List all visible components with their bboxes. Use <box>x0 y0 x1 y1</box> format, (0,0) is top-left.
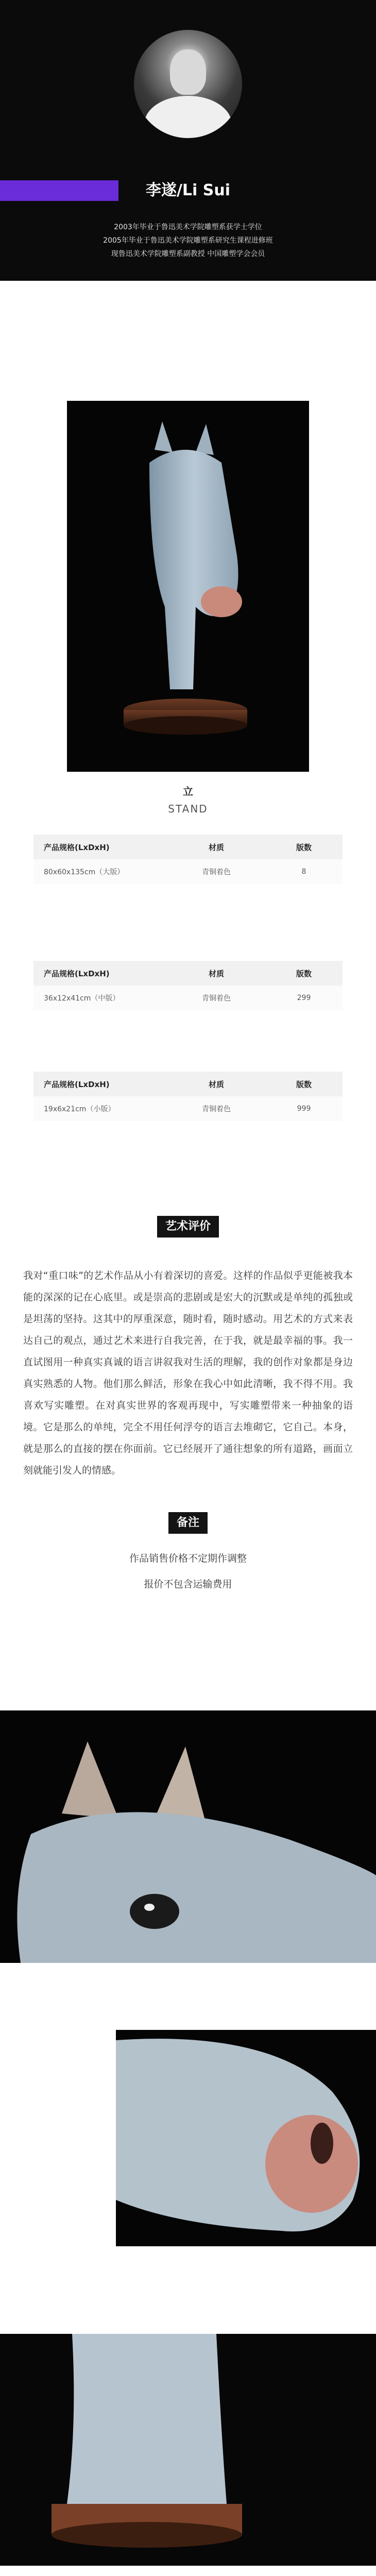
spec-edition-value: 8 <box>301 868 306 876</box>
spec-material-header: 材质 <box>208 842 224 852</box>
detail-photo-base <box>0 2334 376 2566</box>
spec-value-row <box>33 986 343 1010</box>
spec-value-row <box>33 1096 343 1121</box>
spec-size-header: 产品规格(LxDxH) <box>44 842 110 852</box>
detail-photo-nose <box>116 2030 376 2246</box>
avatar-face <box>170 49 206 95</box>
review-heading-label: 艺术评价 <box>157 1216 219 1238</box>
bio-line: 2003年毕业于鲁迅美术学院雕塑系获学士学位 <box>114 223 262 231</box>
spec-material-header: 材质 <box>208 969 224 978</box>
spec-material-value: 青铜着色 <box>202 1105 231 1113</box>
spec-size-value: 36x12x41cm（中版） <box>44 994 120 1003</box>
avatar-shirt <box>144 96 232 138</box>
spec-edition-value: 999 <box>297 1105 311 1113</box>
horse-head-sculpture-image <box>67 401 309 772</box>
spec-material-value: 青铜着色 <box>202 868 231 876</box>
spec-table-medium <box>33 961 343 1010</box>
horse-nose-closeup-image <box>116 2030 376 2246</box>
spec-size-value: 19x6x21cm（小版） <box>44 1105 115 1113</box>
detail-photo-eye <box>0 1710 376 1963</box>
artist-avatar <box>134 30 242 138</box>
spec-material-value: 青铜着色 <box>202 994 231 1003</box>
spec-size-header: 产品规格(LxDxH) <box>44 1079 110 1089</box>
sculpture-photo <box>67 401 309 772</box>
artwork-title-en: STAND <box>168 803 208 815</box>
artwork-title-cn: 立 <box>183 785 193 798</box>
bio-line: 2005年毕业于鲁迅美术学院雕塑系研究生课程进修班 <box>103 236 273 245</box>
spec-value-row <box>33 859 343 884</box>
spec-edition-header: 版数 <box>296 842 312 852</box>
artist-bio <box>0 221 376 261</box>
bio-line: 现鲁迅美术学院雕塑系副教授 中国雕塑学会会员 <box>111 250 265 258</box>
spec-size-value: 80x60x135cm（大版） <box>44 868 125 876</box>
review-heading <box>0 1216 376 1238</box>
sculpture-neck-base-image <box>0 2334 376 2566</box>
artist-header <box>0 0 376 281</box>
spec-size-header: 产品规格(LxDxH) <box>44 969 110 978</box>
note-line: 报价不包含运输费用 <box>144 1579 232 1590</box>
spec-header-row <box>33 961 343 986</box>
spec-material-header: 材质 <box>208 1079 224 1089</box>
spec-table-small <box>33 1072 343 1121</box>
spec-edition-value: 299 <box>297 994 311 1002</box>
notes-heading <box>0 1512 376 1534</box>
notes-heading-label: 备注 <box>168 1512 208 1534</box>
spec-header-row <box>33 1072 343 1096</box>
spec-table-large <box>33 835 343 884</box>
note-line: 作品销售价格不定期作调整 <box>129 1553 247 1564</box>
spec-edition-header: 版数 <box>296 1079 312 1089</box>
spec-header-row <box>33 835 343 859</box>
horse-eye-closeup-image <box>0 1710 376 1963</box>
review-text: 我对“重口味”的艺术作品从小有着深切的喜爱。这样的作品似乎更能被我本能的深深的记在心底里。或是崇高的悲剧或是宏大的沉默或是单纯的孤独或是坦荡的坚持。这其中的厚重深意，随时看，随时感动。用艺术的方式来表达自己的观点，通过艺术来进行自我完善，在于我，就是最幸福的事。我一直试图用一种真实真诚的语言讲叙我对生活的理解，我的创作对象都是身边真实熟悉的人物。他们那么鲜活，形象在我心中如此清晰，我不得不用。我喜欢写实雕塑。在对真实世界的客观再现中，写实雕塑带来一种抽象的语境。它是那么的单纯，完全不用任何浮夸的语言去堆砌它，它自己。本身，就是那么的直接的摆在你面前。它已经展开了通往想象的所有道路，画面立刻就能引发人的情感。 <box>23 1270 353 1476</box>
artist-name: 李遂/Li Sui <box>145 181 231 199</box>
spec-edition-header: 版数 <box>296 969 312 978</box>
